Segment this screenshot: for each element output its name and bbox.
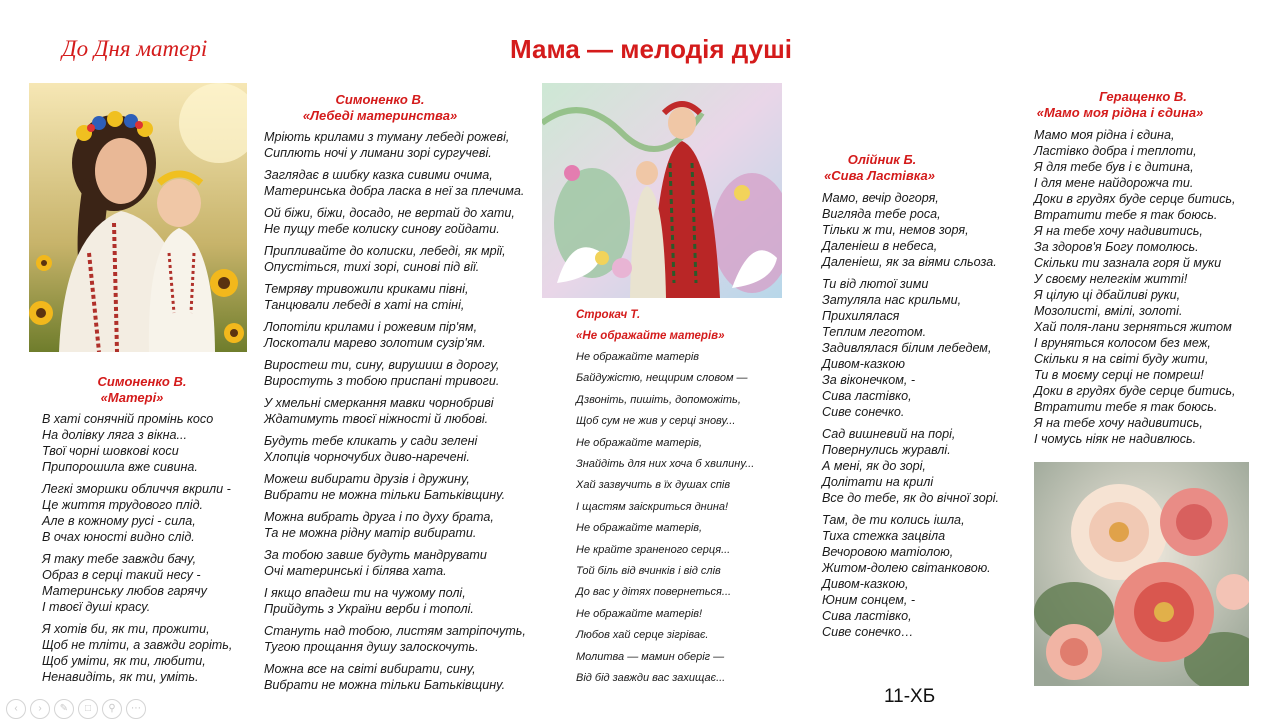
poem-line: Сива ластівко,	[822, 389, 912, 403]
poem-line: Я на тебе хочу надивитись,	[1034, 416, 1203, 430]
poem-line: Не ображайте матерів,	[576, 522, 703, 535]
poem-line: Ти в моєму серці не помреш!	[1034, 368, 1204, 382]
poem-line: Та не можна рідну матір вибирати.	[264, 526, 477, 540]
poem-line: Я цілую ці дбайливі руки,	[1034, 288, 1181, 302]
poem-title: «Лебеді материнства»	[302, 108, 458, 123]
stanza	[822, 276, 1022, 420]
stanza	[264, 585, 544, 617]
poem-line: Даленіеш в небеса,	[822, 239, 938, 253]
poem-line: Щоб сум не жив у серці знову...	[576, 415, 736, 428]
arrow-right-icon[interactable]: ›	[30, 699, 50, 719]
stanza	[264, 471, 544, 503]
arrow-left-icon[interactable]: ‹	[6, 699, 26, 719]
poem-line: Хай поля-лани зерняться житом	[1034, 320, 1232, 334]
poem-line: За здоров'я Богу помолюсь.	[1034, 240, 1199, 254]
poem-ne-obrazhaite	[576, 305, 786, 690]
poem-line: Мамо моя рідна і єдина,	[1034, 128, 1175, 142]
poem-line: Доки в грудях буде серце битись,	[1034, 384, 1236, 398]
poem-line: Дивом-казкою,	[822, 577, 909, 591]
poem-line: І твоєї душі красу.	[42, 600, 151, 614]
poem-line: Тиха стежка зацвіла	[822, 529, 946, 543]
stanza	[264, 243, 544, 275]
poem-materi	[42, 374, 252, 691]
poem-line: Втратити тебе я так боюсь.	[1034, 400, 1218, 414]
poem-line: Виростеш ти, сину, вирушиш в дорогу,	[264, 358, 500, 372]
stanza	[264, 623, 544, 655]
poem-title: «Сива Ластівка»	[824, 168, 935, 183]
poem-body	[822, 190, 1022, 640]
poem-line: Задивлялася білим лебедем,	[822, 341, 992, 355]
poem-author: Геращенко В.	[1099, 89, 1187, 104]
poem-line: Не ображайте матерів	[576, 351, 700, 363]
poem-line: Той біль від вчинків і від слів	[576, 565, 721, 578]
swans-illustration	[542, 83, 782, 298]
poem-line: Я хотів би, як ти, прожити,	[42, 622, 210, 636]
stanza	[264, 205, 544, 237]
poem-line: Не крайте зраненого серця...	[576, 543, 731, 556]
poem-line: Можеш вибирати друзів і дружину,	[264, 472, 470, 486]
poem-line: Сива ластівко,	[822, 609, 912, 623]
stanza	[822, 426, 1022, 506]
poem-line: Заглядає в шибку казка сивими очима,	[264, 168, 493, 182]
poem-line: Даленіеш, як за віями сльоза.	[822, 255, 997, 269]
poem-line: Це життя трудового плід.	[42, 498, 204, 512]
poem-line: Вигляда тебе роса,	[822, 207, 941, 221]
poem-line: За віконечком, -	[822, 373, 916, 387]
poem-author: Симоненко В.	[335, 92, 425, 107]
stanza	[822, 512, 1022, 640]
class-label: 11-ХБ	[884, 686, 936, 707]
poem-line: І щастям заіскриться днина!	[576, 500, 729, 513]
poem-line: На долівку ляга з вікна...	[42, 428, 188, 442]
poem-line: Можна все на світі вибирати, сину,	[264, 662, 476, 676]
poem-line: А мені, як до зорі,	[822, 459, 926, 473]
stanza	[42, 481, 252, 545]
poem-line: Образ в серці такий несу -	[42, 568, 201, 582]
poem-line: У хмельні смеркання мавки чорнобриві	[264, 396, 494, 410]
poem-line: Молитва — мамин оберіг —	[576, 650, 725, 663]
poem-line: Не ображайте матерів,	[576, 436, 703, 449]
poem-line: Ой біжи, біжи, досадо, не вертай до хати,	[264, 206, 515, 220]
poem-line: Припорошила вже сивина.	[42, 460, 198, 474]
poem-line: Хлопців чорночубих диво-наречені.	[264, 450, 470, 464]
poem-line: Але в кожному русі - сила,	[42, 514, 196, 528]
poem-line: Щоб уміти, як ти, любити,	[42, 654, 206, 668]
poem-line: Втратити тебе я так боюсь.	[1034, 208, 1218, 222]
poem-line: Хай зазвучить в їх душах спів	[576, 479, 731, 492]
poem-line: До вас у дітях повернеться...	[576, 586, 732, 599]
poem-line: Скільки я на світі буду жити,	[1034, 352, 1209, 366]
stanza	[264, 433, 544, 465]
poem-line: В очах юності видно слід.	[42, 530, 195, 544]
poem-line: В хаті сонячній промінь косо	[42, 412, 214, 426]
poem-body	[264, 129, 544, 693]
poem-lebedi	[264, 92, 544, 699]
poem-line: Вибрати не можна тільки Батьківщину.	[264, 488, 506, 502]
poem-body	[576, 347, 786, 690]
poem-line: Я таку тебе завжди бачу,	[42, 552, 197, 566]
poem-line: Дивом-казкою	[822, 357, 905, 371]
poem-line: Мозолисті, вмілі, золоті.	[1034, 304, 1183, 318]
poem-line: Знайдіть для них хоча б хвилину...	[576, 458, 755, 471]
poem-line: Не ображайте матерів!	[576, 607, 703, 620]
poem-line: Лоскотали марево золотим сузір'ям.	[264, 336, 486, 350]
poem-line: Материнська добра ласка в неї за плечима.	[264, 184, 525, 198]
poem-line: Доки в грудях буде серце битись,	[1034, 192, 1236, 206]
poem-line: Опустіться, тихі зорі, синові під вії.	[264, 260, 480, 274]
poem-line: Ненавидіть, як ти, уміть.	[42, 670, 199, 684]
poem-line: Ти від лютої зими	[822, 277, 929, 291]
poem-line: Житом-долею світанковою.	[822, 561, 991, 575]
poem-line: Твої чорні шовкові коси	[42, 444, 179, 458]
stanza	[264, 319, 544, 351]
slide-nav-toolbar	[6, 699, 146, 719]
flowers-painting	[1034, 462, 1249, 686]
poem-body	[1034, 127, 1264, 447]
stanza	[264, 395, 544, 427]
poem-line: Ластівко добра і теплоти,	[1034, 144, 1197, 158]
poem-line: Долітати на крилі	[822, 475, 934, 489]
poem-line: У своєму нелегкім житті!	[1034, 272, 1188, 286]
poem-line: Сиве сонечко.	[822, 405, 905, 419]
poem-line: Не пущу тебе колиску синову гойдати.	[264, 222, 500, 236]
poem-body	[42, 411, 252, 685]
poem-line: Я на тебе хочу надивитись,	[1034, 224, 1203, 238]
poem-line: Все до тебе, як до вічної зорі.	[822, 491, 1000, 505]
poem-author: Симоненко В.	[97, 374, 187, 389]
poem-line: Теплим леготом.	[822, 325, 927, 339]
poem-line: Мріють крилами з туману лебеді рожеві,	[264, 130, 510, 144]
poem-author: Олійник Б.	[847, 152, 917, 167]
poem-line: Від бід завжди вас захищає...	[576, 672, 726, 685]
poem-line: Припливайте до колиски, лебеді, як мрії,	[264, 244, 506, 258]
poem-line: Прийдуть з України верби і тополі.	[264, 602, 474, 616]
poem-line: Лопотіли крилами і рожевим пір'ям,	[264, 320, 478, 334]
poem-line: Дзвоніть, пишіть, допоможіть,	[576, 393, 741, 406]
stanza	[264, 357, 544, 389]
poem-line: Виростуть з тобою приспані тривоги.	[264, 374, 500, 388]
poem-line: Темряву тривожили криками півні,	[264, 282, 469, 296]
poem-mamo-moia	[1034, 89, 1264, 447]
poem-line: Любов хай серце зігріває.	[576, 629, 709, 642]
poem-line: Легкі зморшки обличчя вкрили -	[42, 482, 231, 496]
poem-line: Щоб не тліти, а завжди горіть,	[42, 638, 233, 652]
poem-line: Затуляла нас крильми,	[822, 293, 962, 307]
poem-line: Танцювали лебеді в хаті на стіні,	[264, 298, 465, 312]
more-icon[interactable]: ⋯	[126, 699, 146, 719]
poem-line: Я для тебе був і є дитина,	[1034, 160, 1194, 174]
poem-title: «Не ображайте матерів»	[576, 330, 725, 342]
pen-icon[interactable]: ✎	[54, 699, 74, 719]
poem-line: Сиплють ночі у лимани зорі сургучеві.	[264, 146, 492, 160]
zoom-icon[interactable]: ⚲	[102, 699, 122, 719]
poem-line: І чомусь ніяк не надивлюсь.	[1034, 432, 1197, 446]
poem-line: І вруняться колосом без меж,	[1034, 336, 1211, 350]
poem-line: Прихилялася	[822, 309, 900, 323]
copy-icon[interactable]: □	[78, 699, 98, 719]
poem-line: Юним сонцем, -	[822, 593, 916, 607]
poem-line: Ждатимуть твоєї ніжності й любові.	[264, 412, 489, 426]
poem-line: За тобою завше будуть мандрувати	[264, 548, 487, 562]
poem-line: Очі материнські і білява хата.	[264, 564, 447, 578]
poem-line: Сад вишневий на порі,	[822, 427, 956, 441]
poem-line: Тугою прощання душу залоскочуть.	[264, 640, 479, 654]
poem-line: Там, де ти колись ішла,	[822, 513, 965, 527]
poem-line: Можна вибрать друга і по духу брата,	[264, 510, 494, 524]
stanza	[42, 411, 252, 475]
stanza	[264, 129, 544, 161]
poem-line: Материнську любов гарячу	[42, 584, 207, 598]
stanza	[42, 551, 252, 615]
poem-line: Вечоровою матіолою,	[822, 545, 954, 559]
subtitle: До Дня матері	[62, 36, 208, 61]
poem-title: «Матері»	[100, 390, 164, 405]
stanza	[264, 547, 544, 579]
stanza	[264, 281, 544, 313]
poem-title: «Мамо моя рідна і єдина»	[1036, 105, 1204, 120]
poem-line: І якщо впадеш ти на чужому полі,	[264, 586, 466, 600]
stanza	[822, 190, 1022, 270]
page-title: Мама — мелодія душі	[510, 34, 792, 64]
stanza	[264, 661, 544, 693]
stanza	[264, 167, 544, 199]
poem-line: І для мене найдорожча ти.	[1034, 176, 1194, 190]
poem-line: Стануть над тобою, листям затріпочуть,	[264, 624, 526, 638]
stanza	[264, 509, 544, 541]
poem-line: Мамо, вечір догоря,	[822, 191, 939, 205]
poem-line: Будуть тебе кликать у сади зелені	[264, 434, 478, 448]
mother-child-photo	[29, 83, 247, 352]
poem-syva-lastivka	[822, 152, 1022, 646]
poem-line: Тільки ж ти, немов зоря,	[822, 223, 969, 237]
poem-line: Повернулись журавлі.	[822, 443, 951, 457]
stanza	[42, 621, 252, 685]
poem-line: Скільки ти зазнала горя й муки	[1034, 256, 1222, 270]
poem-author: Строкач Т.	[576, 309, 641, 321]
poem-line: Байдужістю, нещирим словом —	[576, 372, 748, 385]
poem-line: Вибрати не можна тільки Батьківщину.	[264, 678, 506, 692]
poem-line: Сиве сонечко…	[822, 625, 914, 639]
